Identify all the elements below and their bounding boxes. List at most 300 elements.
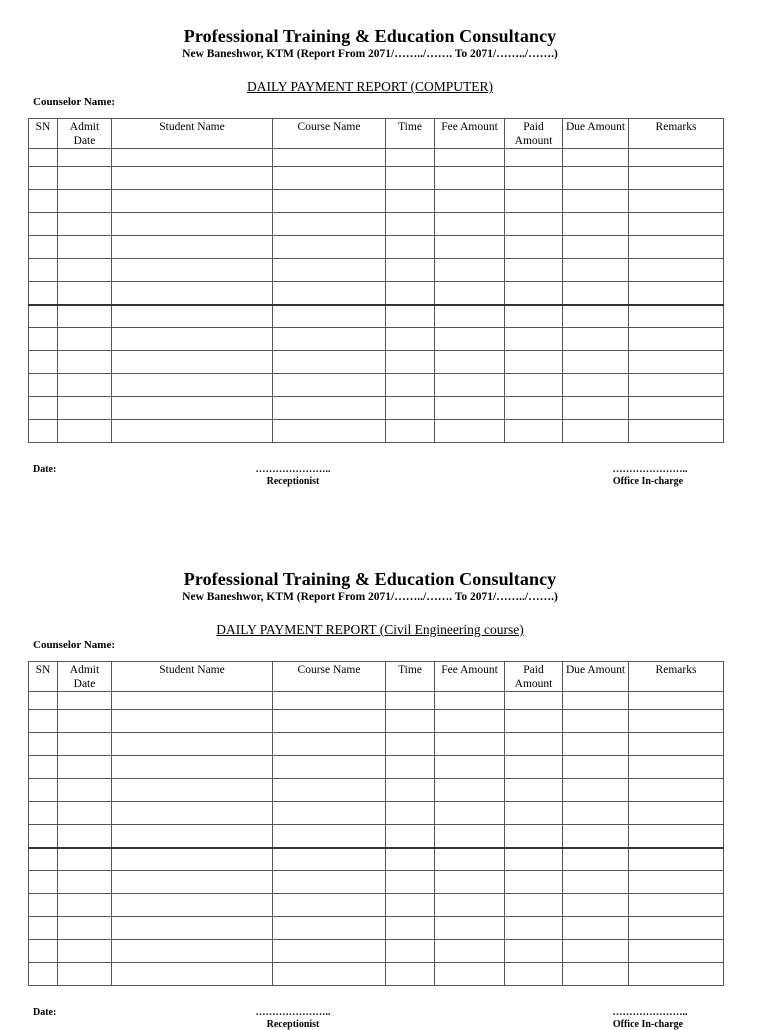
table-cell <box>58 733 112 756</box>
table-cell <box>386 305 435 328</box>
report-period-subtitle: New Baneshwor, KTM (Report From 2071/……../……. To 2071/……../…….) <box>182 591 558 603</box>
table-cell <box>58 213 112 236</box>
table-cell <box>386 420 435 443</box>
table-cell <box>58 397 112 420</box>
table-cell <box>386 779 435 802</box>
col-student-name: Student Name <box>112 662 273 692</box>
table-cell <box>505 149 563 167</box>
table-cell <box>505 213 563 236</box>
table-cell <box>435 917 505 940</box>
table-cell <box>435 420 505 443</box>
table-row <box>29 259 724 282</box>
table-cell <box>29 236 58 259</box>
payment-table <box>28 661 724 986</box>
table-cell <box>273 282 386 305</box>
table-cell <box>58 871 112 894</box>
table-cell <box>505 825 563 848</box>
receptionist-signature-line: ………………….. <box>255 1007 331 1018</box>
table-cell <box>112 149 273 167</box>
col-paid-amount: Paid Amount <box>505 662 563 692</box>
table-cell <box>29 756 58 779</box>
table-cell <box>386 282 435 305</box>
table-cell <box>629 756 724 779</box>
table-cell <box>629 871 724 894</box>
table-cell <box>29 871 58 894</box>
table-cell <box>629 848 724 871</box>
table-cell <box>112 802 273 825</box>
table-cell <box>505 692 563 710</box>
table-cell <box>435 963 505 986</box>
col-due-amount: Due Amount <box>563 119 629 149</box>
table-cell <box>435 894 505 917</box>
table-cell <box>29 692 58 710</box>
table-cell <box>29 710 58 733</box>
table-cell <box>563 802 629 825</box>
table-cell <box>563 733 629 756</box>
table-cell <box>563 167 629 190</box>
table-row <box>29 710 724 733</box>
col-time: Time <box>386 119 435 149</box>
table-cell <box>273 692 386 710</box>
table-cell <box>505 802 563 825</box>
table-cell <box>273 825 386 848</box>
table-cell <box>273 940 386 963</box>
col-sn: SN <box>29 119 58 149</box>
org-title: Professional Training & Education Consultancy <box>183 569 557 589</box>
table-cell <box>29 779 58 802</box>
table-cell <box>386 259 435 282</box>
table-header-row <box>29 119 724 149</box>
table-cell <box>505 259 563 282</box>
table-cell <box>505 917 563 940</box>
table-row <box>29 328 724 351</box>
table-cell <box>29 397 58 420</box>
table-cell <box>58 149 112 167</box>
table-cell <box>386 374 435 397</box>
table-cell <box>435 692 505 710</box>
table-cell <box>435 190 505 213</box>
table-cell <box>112 756 273 779</box>
table-cell <box>112 328 273 351</box>
table-cell <box>505 756 563 779</box>
table-cell <box>505 397 563 420</box>
table-cell <box>629 940 724 963</box>
table-cell <box>563 190 629 213</box>
table-cell <box>112 940 273 963</box>
table-cell <box>58 848 112 871</box>
table-cell <box>505 871 563 894</box>
table-cell <box>386 692 435 710</box>
table-row <box>29 848 724 871</box>
table-cell <box>273 167 386 190</box>
table-cell <box>386 733 435 756</box>
table-cell <box>29 167 58 190</box>
table-row <box>29 894 724 917</box>
table-cell <box>112 374 273 397</box>
table-cell <box>563 259 629 282</box>
table-row <box>29 692 724 710</box>
table-cell <box>29 259 58 282</box>
table-cell <box>629 236 724 259</box>
table-cell <box>563 213 629 236</box>
table-cell <box>629 963 724 986</box>
table-cell <box>435 305 505 328</box>
date-label: Date: <box>33 464 57 475</box>
table-row <box>29 779 724 802</box>
table-cell <box>386 190 435 213</box>
table-cell <box>58 940 112 963</box>
table-cell <box>58 802 112 825</box>
table-cell <box>29 940 58 963</box>
table-cell <box>273 328 386 351</box>
table-cell <box>29 848 58 871</box>
table-cell <box>629 351 724 374</box>
table-cell <box>435 397 505 420</box>
table-row <box>29 213 724 236</box>
table-cell <box>58 917 112 940</box>
table-cell <box>563 149 629 167</box>
table-cell <box>58 374 112 397</box>
table-cell <box>29 305 58 328</box>
table-cell <box>563 756 629 779</box>
table-cell <box>563 963 629 986</box>
table-cell <box>563 351 629 374</box>
table-row <box>29 351 724 374</box>
col-remarks: Remarks <box>629 119 724 149</box>
table-cell <box>29 825 58 848</box>
table-cell <box>435 802 505 825</box>
table-cell <box>629 213 724 236</box>
table-cell <box>29 963 58 986</box>
table-cell <box>112 190 273 213</box>
table-row <box>29 963 724 986</box>
table-cell <box>112 213 273 236</box>
table-cell <box>112 305 273 328</box>
table-row <box>29 940 724 963</box>
table-cell <box>505 894 563 917</box>
counselor-name-label: Counselor Name: <box>33 639 115 651</box>
table-cell <box>563 328 629 351</box>
table-cell <box>505 328 563 351</box>
table-cell <box>273 305 386 328</box>
table-cell <box>386 825 435 848</box>
table-cell <box>435 710 505 733</box>
table-cell <box>29 213 58 236</box>
table-cell <box>435 167 505 190</box>
table-cell <box>563 692 629 710</box>
table-cell <box>58 756 112 779</box>
table-cell <box>273 710 386 733</box>
table-cell <box>29 351 58 374</box>
table-cell <box>563 940 629 963</box>
table-cell <box>58 167 112 190</box>
table-cell <box>29 894 58 917</box>
col-admit-date: Admit Date <box>58 662 112 692</box>
table-cell <box>435 825 505 848</box>
table-cell <box>629 802 724 825</box>
table-cell <box>435 756 505 779</box>
table-cell <box>273 894 386 917</box>
table-cell <box>386 236 435 259</box>
table-row <box>29 374 724 397</box>
receptionist-signature-line: ………………….. <box>255 464 331 475</box>
table-cell <box>58 420 112 443</box>
office-incharge-label: Office In-charge <box>612 1019 684 1030</box>
table-cell <box>563 871 629 894</box>
table-cell <box>112 692 273 710</box>
table-cell <box>386 213 435 236</box>
table-header-row <box>29 662 724 692</box>
table-row <box>29 236 724 259</box>
table-cell <box>58 282 112 305</box>
table-cell <box>273 963 386 986</box>
table-row <box>29 305 724 328</box>
table-cell <box>435 236 505 259</box>
table-cell <box>112 733 273 756</box>
table-cell <box>629 259 724 282</box>
table-cell <box>58 692 112 710</box>
payment-table <box>28 118 724 443</box>
table-row <box>29 825 724 848</box>
table-cell <box>629 397 724 420</box>
receptionist-label: Receptionist <box>266 476 320 487</box>
table-cell <box>273 213 386 236</box>
table-cell <box>58 825 112 848</box>
table-cell <box>273 149 386 167</box>
table-cell <box>273 190 386 213</box>
table-cell <box>273 848 386 871</box>
date-label: Date: <box>33 1007 57 1018</box>
table-body <box>29 149 724 443</box>
table-cell <box>58 963 112 986</box>
table-cell <box>29 917 58 940</box>
table-cell <box>58 351 112 374</box>
report-period-subtitle: New Baneshwor, KTM (Report From 2071/……../……. To 2071/……../…….) <box>182 48 558 60</box>
table-cell <box>29 374 58 397</box>
table-cell <box>435 149 505 167</box>
office-incharge-signature-line: ………………….. <box>612 1007 688 1018</box>
table-cell <box>58 259 112 282</box>
col-paid-amount: Paid Amount <box>505 119 563 149</box>
table-cell <box>629 825 724 848</box>
table-cell <box>386 917 435 940</box>
table-cell <box>435 351 505 374</box>
table-cell <box>58 328 112 351</box>
table-cell <box>112 282 273 305</box>
table-cell <box>273 351 386 374</box>
table-cell <box>58 779 112 802</box>
table-row <box>29 756 724 779</box>
col-fee-amount: Fee Amount <box>435 119 505 149</box>
col-time: Time <box>386 662 435 692</box>
receptionist-label: Receptionist <box>266 1019 320 1030</box>
table-cell <box>629 328 724 351</box>
table-cell <box>273 917 386 940</box>
office-incharge-label: Office In-charge <box>612 476 684 487</box>
table-cell <box>435 848 505 871</box>
table-cell <box>112 779 273 802</box>
col-fee-amount: Fee Amount <box>435 662 505 692</box>
table-cell <box>629 779 724 802</box>
table-cell <box>505 940 563 963</box>
table-cell <box>505 733 563 756</box>
table-cell <box>273 756 386 779</box>
table-cell <box>58 894 112 917</box>
table-cell <box>629 167 724 190</box>
table-cell <box>273 779 386 802</box>
table-cell <box>629 692 724 710</box>
table-cell <box>112 848 273 871</box>
table-cell <box>112 167 273 190</box>
table-cell <box>112 397 273 420</box>
table-cell <box>435 282 505 305</box>
table-cell <box>563 282 629 305</box>
table-cell <box>505 963 563 986</box>
table-cell <box>112 259 273 282</box>
table-cell <box>629 374 724 397</box>
col-course-name: Course Name <box>273 662 386 692</box>
table-cell <box>505 236 563 259</box>
col-admit-date: Admit Date <box>58 119 112 149</box>
table-cell <box>386 149 435 167</box>
table-cell <box>563 397 629 420</box>
table-cell <box>505 282 563 305</box>
table-cell <box>29 328 58 351</box>
table-cell <box>563 374 629 397</box>
col-student-name: Student Name <box>112 119 273 149</box>
table-cell <box>505 420 563 443</box>
table-cell <box>629 917 724 940</box>
table-cell <box>435 733 505 756</box>
table-cell <box>273 236 386 259</box>
table-cell <box>112 894 273 917</box>
table-cell <box>629 710 724 733</box>
table-cell <box>386 894 435 917</box>
table-cell <box>563 236 629 259</box>
table-cell <box>29 420 58 443</box>
table-cell <box>386 871 435 894</box>
table-cell <box>386 848 435 871</box>
table-row <box>29 397 724 420</box>
table-cell <box>505 167 563 190</box>
col-remarks: Remarks <box>629 662 724 692</box>
table-cell <box>386 802 435 825</box>
col-course-name: Course Name <box>273 119 386 149</box>
table-row <box>29 871 724 894</box>
table-cell <box>505 374 563 397</box>
table-cell <box>435 328 505 351</box>
table-cell <box>386 756 435 779</box>
table-cell <box>563 848 629 871</box>
table-cell <box>386 710 435 733</box>
table-cell <box>112 710 273 733</box>
table-cell <box>435 940 505 963</box>
table-cell <box>273 374 386 397</box>
table-cell <box>273 259 386 282</box>
table-cell <box>505 305 563 328</box>
table-cell <box>505 779 563 802</box>
table-row <box>29 802 724 825</box>
table-cell <box>58 236 112 259</box>
table-cell <box>505 848 563 871</box>
table-cell <box>435 213 505 236</box>
table-cell <box>386 351 435 374</box>
table-cell <box>112 963 273 986</box>
org-title: Professional Training & Education Consultancy <box>183 26 557 46</box>
table-cell <box>563 305 629 328</box>
table-cell <box>386 940 435 963</box>
table-cell <box>435 871 505 894</box>
table-row <box>29 420 724 443</box>
table-cell <box>629 190 724 213</box>
table-cell <box>435 779 505 802</box>
table-cell <box>386 167 435 190</box>
table-cell <box>386 328 435 351</box>
table-cell <box>29 190 58 213</box>
table-cell <box>505 710 563 733</box>
table-cell <box>273 733 386 756</box>
table-cell <box>112 825 273 848</box>
table-cell <box>386 963 435 986</box>
table-row <box>29 733 724 756</box>
table-cell <box>29 149 58 167</box>
table-cell <box>563 779 629 802</box>
table-cell <box>563 894 629 917</box>
table-cell <box>58 190 112 213</box>
col-due-amount: Due Amount <box>563 662 629 692</box>
table-cell <box>629 733 724 756</box>
table-cell <box>629 420 724 443</box>
table-cell <box>58 710 112 733</box>
table-cell <box>29 733 58 756</box>
report-title: DAILY PAYMENT REPORT (COMPUTER) <box>247 79 493 94</box>
office-incharge-signature-line: ………………….. <box>612 464 688 475</box>
counselor-name-label: Counselor Name: <box>33 96 115 108</box>
table-row <box>29 282 724 305</box>
table-cell <box>112 420 273 443</box>
table-cell <box>435 374 505 397</box>
table-cell <box>273 802 386 825</box>
report-title: DAILY PAYMENT REPORT (Civil Engineering course) <box>216 622 524 637</box>
table-cell <box>629 149 724 167</box>
table-cell <box>29 282 58 305</box>
table-cell <box>435 259 505 282</box>
table-cell <box>273 397 386 420</box>
table-cell <box>629 282 724 305</box>
table-row <box>29 167 724 190</box>
table-row <box>29 149 724 167</box>
table-cell <box>112 351 273 374</box>
table-cell <box>629 894 724 917</box>
table-row <box>29 190 724 213</box>
table-cell <box>112 917 273 940</box>
table-cell <box>563 917 629 940</box>
table-cell <box>563 710 629 733</box>
table-body <box>29 692 724 986</box>
table-cell <box>273 420 386 443</box>
col-sn: SN <box>29 662 58 692</box>
table-cell <box>29 802 58 825</box>
table-cell <box>273 871 386 894</box>
table-cell <box>58 305 112 328</box>
table-cell <box>112 236 273 259</box>
table-cell <box>629 305 724 328</box>
table-cell <box>386 397 435 420</box>
table-cell <box>563 825 629 848</box>
table-cell <box>563 420 629 443</box>
table-cell <box>112 871 273 894</box>
table-row <box>29 917 724 940</box>
